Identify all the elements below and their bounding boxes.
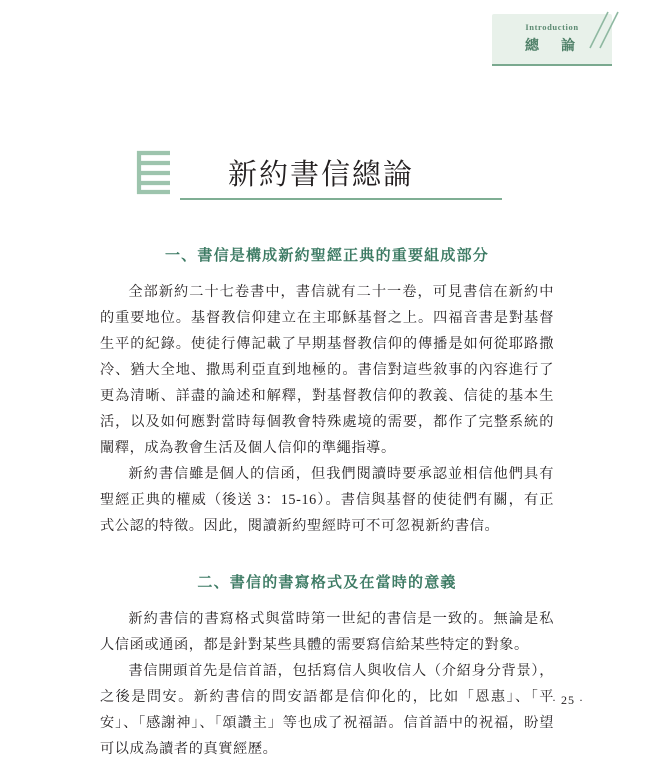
title-underline: [180, 198, 502, 200]
chapter-tab-rule: [492, 64, 612, 66]
title-block: [0, 148, 650, 208]
chapter-tab: [492, 14, 612, 64]
paragraph: 書信開頭首先是信首語，包括寫信人與收信人（介紹身分背景），之後是問安。新約書信的問安語都是信仰化的，比如「恩惠」、「平安」、「感謝神」、「頌讚主」等也成了祝福語。信首語中的祝福，盼望可以成為讀者的真實經歷。: [100, 663, 554, 757]
document-body: [100, 232, 554, 762]
section-heading-1: 一、書信是構成新約聖經正典的重要組成部分: [164, 248, 489, 264]
paragraph: 新約書信雖是個人的信函，但我們閱讀時要承認並相信他們具有聖經正典的權威（後送 3：15-16）。書信與基督的使徒們有關，有正式公認的特徵。因此，閱讀新約聖經時可不可忽視新約書信。: [100, 466, 554, 534]
paragraph: 全部新約二十七卷書中，書信就有二十一卷，可見書信在新約中的重要地位。基督教信仰建立在主耶穌基督之上。四福音書是對基督生平的紀錄。使徒行傳記載了早期基督教信仰的傳播是如何從耶路撒冷、猶大全地、撒馬利亞直到地極的。書信對這些敘事的內容進行了更為清晰、詳盡的論述和解釋，對基督教信仰的教義、信徒的基本生活，以及如何應對當時每個教會特殊處境的需要，都作了完整系統的闡釋，成為教會生活及個人信仰的準繩指導。: [100, 284, 554, 456]
paragraph: 新約書信的書寫格式與當時第一世紀的書信是一致的。無論是私人信函或通函，都是針對某些具體的需要寫信給某些特定的對象。: [100, 611, 554, 653]
chapter-tab-label-en: Introduction: [525, 22, 579, 32]
section-heading-2: 二、書信的書寫格式及在當時的意義: [197, 575, 457, 591]
chapter-tab-label-cn: 總 論: [525, 39, 579, 54]
page-title: 新約書信總論: [228, 159, 415, 191]
book-stack-icon: [130, 148, 176, 196]
page-number: · 25 ·: [552, 693, 584, 707]
